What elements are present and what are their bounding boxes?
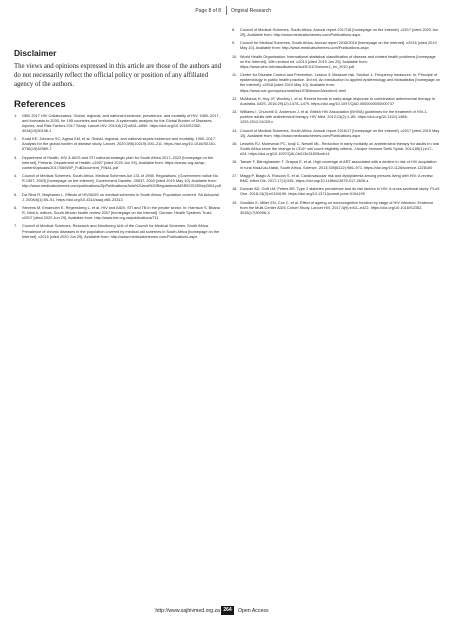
reference-number: 11. xyxy=(232,73,238,78)
reference-text: Kodd KE, Johnson SC, Agesa KM, et al. Global, regional, and national sepsis incidence and mortality, 1990–2017: Analysis for the global burden of disease study. Lancet. 2020;395(10219):200–211. https://doi.org/10.1016/S0140-6736(19)32989-7 xyxy=(22,137,216,152)
page-header xyxy=(0,4,453,16)
reference-text: World Health Organisation. International statistical classification of disease and related health problems [homepage on the Internet]. 10th revised ed. c2013 [cited 2019 Jun 29]. Available from: https://www.who.int/classifications/icd/ICD10Volume2_en_2010.pdf xyxy=(240,54,436,69)
reference-item xyxy=(232,41,440,51)
reference-text: Centre for Disease Control and Prevention. Lesson 3: Measure risk. Section 1: Frequency measures. In: Principle of epidemiology in public health practice. 3rd ed. An introduction to applied epidemiology and biostatistics [homepage on the Internet]. c2018 [cited 2019 May 10]. Available from: https://www.cdc.gov/opeso/oelst/ss1978/lesson3/section1.html xyxy=(240,73,440,93)
reference-item xyxy=(232,73,440,93)
reference-item xyxy=(14,224,222,239)
reference-text: Duncan AD, Goff LM, Peters BS. Type 2 diabetes prevalence and its risk factors in HIV: A cross-sectional study. PLoS One. 2018;13(3):e0194199. https://doi.org/10.1371/journal.pone.0194199 xyxy=(240,187,440,197)
reference-number: 14. xyxy=(232,128,238,133)
reference-item xyxy=(232,160,440,170)
reference-number: 5. xyxy=(14,192,18,197)
reference-text: GBD 2017 HIV Collaborators. Global, regional, and national incidence, prevalence, and mortality of HIV, 1980–2017, and forecasts to 2030, for 195 countries and territories: A systematic analysis for the Global Burden of Diseases, Injuries, and Risk Factors 2017 Study. Lancet HIV. 2019;6(12):e831–e859. https://doi.org/10.1016/S2352-3018(19)30196-1 xyxy=(22,113,220,133)
page-footer xyxy=(0,607,453,619)
reference-list-left xyxy=(14,114,222,240)
left-column xyxy=(14,48,222,243)
reference-text: Council for Medical Schemes, South Africa. Annual report 2015/2016 [homepage on the Internet]. c2016 [cited 2019 May 10]. Available from: http://www.medicalschemes.com/Publications.aspx xyxy=(240,41,437,51)
reference-item xyxy=(14,193,222,203)
page-number-badge: 264 xyxy=(221,606,234,615)
reference-number: 6. xyxy=(14,205,18,210)
reference-item xyxy=(14,114,222,134)
reference-number: 4. xyxy=(14,174,18,179)
reference-item xyxy=(232,129,440,139)
reference-item xyxy=(14,174,222,189)
reference-number: 17. xyxy=(232,173,238,178)
open-access-label: Open Access xyxy=(238,608,269,614)
reference-text: Da Silva R, Maybanez L. Effects of HIV/AIDS on medical schemes in South Africa: Population covered. SA Actuarial J. 2008;8(1):55–91. https://doi.org/10.4314/saaj.v8i1.24313 xyxy=(22,192,219,202)
reference-number: 9. xyxy=(232,41,236,46)
reference-text: Maggi P, Biagio A, Rusconi S, et al. Cardiovascular risk and dyslipidemia among persons living with HIV: A review. BMC Infect Dis. 2017;17(1):551. https://doi.org/10.1186/s12879-017-2626-z xyxy=(240,173,434,183)
reference-text: Stevens M, Emamoen E, Regensberg L, et al. HIV and AIDS: STI and TB in the private sector. In: Harrison S, Bhana R, Ntuli A, editors. South African health review 2007 [homepage on the Internet]. Durban: Health Systems Trust; c2007 [cited 2020 Jun 29]. Available from: http://www.hst.org.za/publications/711 xyxy=(22,205,220,221)
reference-item xyxy=(232,97,440,107)
reference-number: 1. xyxy=(14,113,18,118)
reference-item xyxy=(14,156,222,171)
reference-text: Goodkin K, Miller EN, Cox C, et al. Effect of ageing on neurocognitive function by stage of HIV infection: Evidence from the Multi-Center AIDS Cohort Study. Lancet HIV. 2017;4(9):e411–e422. https://doi.org/10.1016/S2352-3018(17)30098-X xyxy=(240,200,434,215)
reference-number: 13. xyxy=(232,110,238,115)
reference-number: 19. xyxy=(232,200,238,205)
reference-number: 10. xyxy=(232,54,238,59)
reference-item xyxy=(14,137,222,152)
reference-item xyxy=(232,28,440,38)
right-column xyxy=(232,28,440,219)
reference-list-right xyxy=(232,28,440,216)
section-label: Original Research xyxy=(231,8,272,14)
reference-number: 16. xyxy=(232,160,238,165)
reference-item xyxy=(232,142,440,157)
reference-text: Council of Medical Schemes, Research and Monitoring Unit of the Council for Medical Schemes, South Africa. Prevalence of chronic diseases in the population covered by medical aid schemes in South Africa [homepage on the Internet]. c2015 [cited 2020 Jun 29]. Available from: http://www.medicalschemes.com/Publications.aspx xyxy=(22,224,220,239)
reference-item xyxy=(232,187,440,197)
reference-text: Department of Health. HIV & AIDS and STI national strategic plan for South Africa 2017–2022 [homepage on the Internet]. Pretoria: Department of Health; c2007 [cited 2020 Jun 29]. Available from: https://sanac.org.za/wp-content/uploads/2017/06/NSP_FullDocument_FINAL.pdf xyxy=(22,155,214,170)
reference-number: 2. xyxy=(14,137,18,142)
reference-text: Lessells RJ, Mutevedzi PC, Iwuji C, Newell ML. Reduction in early mortality on antiretroviral therapy for adults in rural South Africa since the change to CD4+ cell count eligibility criteria. J Acquir Immune Defic Syndr. 2014;65(1):e17–e24. https://doi.org/10.1097/QAI.0b013e31829ceb14 xyxy=(240,142,440,157)
reference-number: 3. xyxy=(14,155,18,160)
reference-number: 15. xyxy=(232,142,238,146)
reference-text: Council of Medical Schemes, South Africa. Annual report 2016/17 [homepage on the Internet]. c2017 [cited 2019 May 10]. Available from: http://www.medicalschemes.com/Publications.aspx xyxy=(240,128,440,138)
reference-number: 8. xyxy=(232,28,236,32)
reference-number: 18. xyxy=(232,187,238,192)
disclaimer-text: The views and opinions expressed in this article are those of the authors and do not necessarily reflect the official policy or position of any affiliated agency of the authors. xyxy=(14,63,222,89)
page-number-label: Page 8 of 8 xyxy=(195,8,221,14)
reference-item xyxy=(232,201,440,216)
reference-item xyxy=(232,110,440,125)
reference-item xyxy=(232,174,440,184)
references-heading: References xyxy=(14,98,66,110)
reference-text: Council of Medical Schemes, South Africa. Medical Schemes Act 131 of 1998. Regulations. (Government notice No. R.1397, 2003) [homepage on the Internet]. Government Gazette, 25537, 2003 [cited 2019 May 10]. Available from: http://www.medicalschemes.com/publications/ZipPublications/Acts%20and%20Regulations/MSREGS25Sep2004.pdf xyxy=(22,174,221,189)
reference-item xyxy=(14,206,222,221)
journal-url-link[interactable]: http://www.sajhivmed.org.za xyxy=(155,608,220,614)
header-divider xyxy=(226,6,227,15)
reference-text: McManus H, Hoy JF, Woolley I, et al. Recent trends in early-stage response to combination antiretroviral therapy in Australia. AIDS. 2015;29(12):1475–1479. https://doi.org/10.1097/QAD.0000000000000737 xyxy=(240,96,435,106)
disclaimer-heading: Disclaimer xyxy=(14,48,57,58)
reference-item xyxy=(232,55,440,70)
reference-text: Council of Medical Schemes, South Africa. Annual report 2017/18 [homepage on the Internet]. c2017 [cited 2020 Jun 29]. Available from: http://www.medicalschemes.com/Publications.aspx xyxy=(240,28,439,38)
reference-text: Tanser F, Bärnighausen T, Grapsa E, et al. High coverage of ART associated with a decline in risk of HIV acquisition in rural KwaZulu-Natal, South Africa. Science. 2013;339(6122):966–971. https://doi.org/10.1126/science.1228160 xyxy=(240,160,437,170)
reference-text: Williams I, Churchill D, Anderson J, et al. British HIV Association (BHIVA) guidelines for the treatment of HIV-1-positive adults with antiretroviral therapy. HIV Med. 2012;13(2):1–85. https://doi.org/10.1111/j.1468-1293.2012.01029.x xyxy=(240,110,428,125)
reference-number: 12. xyxy=(232,96,238,101)
reference-number: 7. xyxy=(14,224,18,229)
